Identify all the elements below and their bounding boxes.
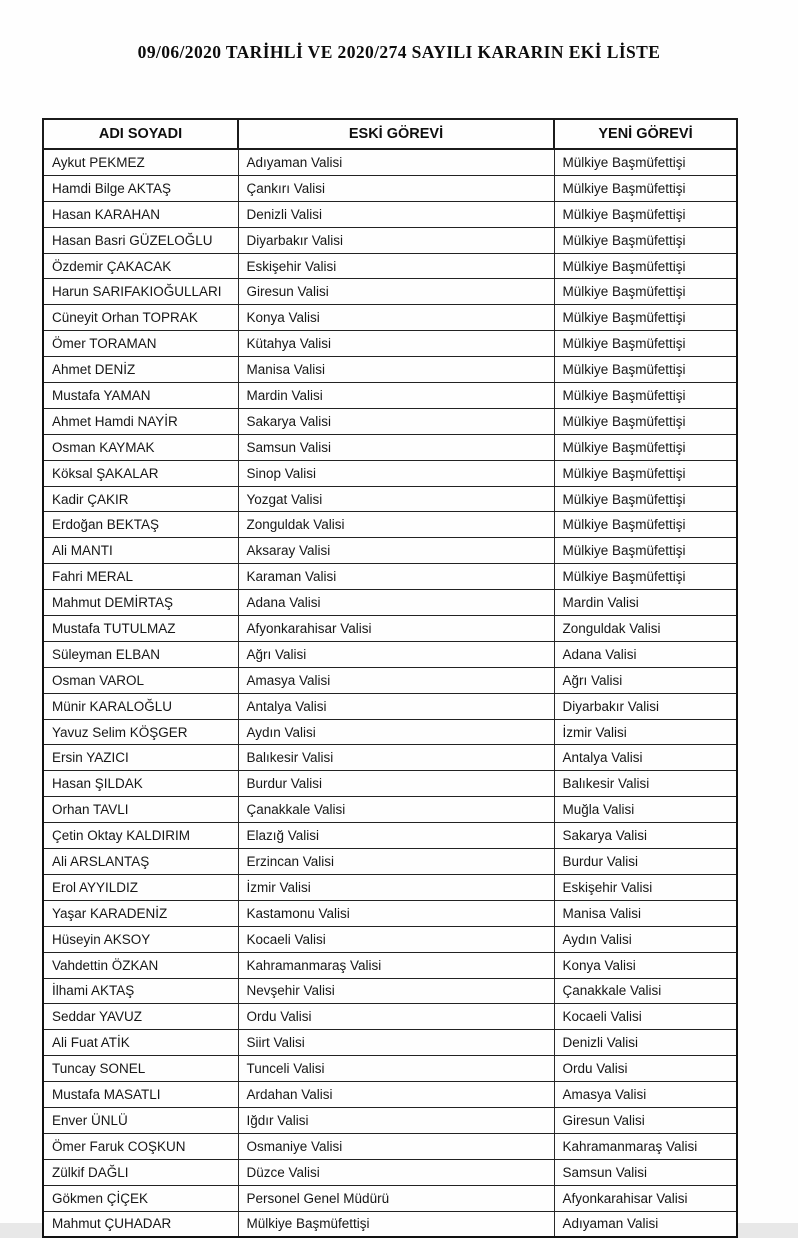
cell-name: Ahmet DENİZ xyxy=(43,357,238,383)
cell-old-position: Nevşehir Valisi xyxy=(238,978,554,1004)
cell-new-position: Antalya Valisi xyxy=(554,745,737,771)
cell-new-position: Mülkiye Başmüfettişi xyxy=(554,175,737,201)
cell-name: Münir KARALOĞLU xyxy=(43,693,238,719)
cell-name: Vahdettin ÖZKAN xyxy=(43,952,238,978)
cell-old-position: Erzincan Valisi xyxy=(238,849,554,875)
table-row xyxy=(43,978,737,1004)
cell-old-position: Ardahan Valisi xyxy=(238,1082,554,1108)
cell-old-position: Konya Valisi xyxy=(238,305,554,331)
cell-old-position: Aydın Valisi xyxy=(238,719,554,745)
table-row xyxy=(43,745,737,771)
table-row xyxy=(43,900,737,926)
table-row xyxy=(43,305,737,331)
cell-old-position: Kahramanmaraş Valisi xyxy=(238,952,554,978)
cell-new-position: Konya Valisi xyxy=(554,952,737,978)
table-header-row xyxy=(43,119,737,149)
cell-new-position: Mardin Valisi xyxy=(554,590,737,616)
cell-new-position: Kahramanmaraş Valisi xyxy=(554,1133,737,1159)
table-row xyxy=(43,719,737,745)
assignment-table xyxy=(42,118,738,1238)
table-row xyxy=(43,797,737,823)
table-row xyxy=(43,383,737,409)
table-row xyxy=(43,1004,737,1030)
cell-old-position: Osmaniye Valisi xyxy=(238,1133,554,1159)
document-title: 09/06/2020 TARİHLİ VE 2020/274 SAYILI KARARIN EKİ LİSTE xyxy=(137,42,661,62)
table-row xyxy=(43,279,737,305)
table-row xyxy=(43,149,737,175)
cell-name: İlhami AKTAŞ xyxy=(43,978,238,1004)
cell-new-position: Zonguldak Valisi xyxy=(554,616,737,642)
cell-new-position: Ordu Valisi xyxy=(554,1056,737,1082)
cell-new-position: Mülkiye Başmüfettişi xyxy=(554,460,737,486)
column-header-cell-new-position: YENİ GÖREVİ xyxy=(554,119,737,149)
table-row xyxy=(43,1056,737,1082)
cell-name: Fahri MERAL xyxy=(43,564,238,590)
cell-new-position: Afyonkarahisar Valisi xyxy=(554,1185,737,1211)
cell-name: Tuncay SONEL xyxy=(43,1056,238,1082)
cell-name: Ömer Faruk COŞKUN xyxy=(43,1133,238,1159)
cell-new-position: Adıyaman Valisi xyxy=(554,1211,737,1237)
cell-old-position: Kocaeli Valisi xyxy=(238,926,554,952)
table-row xyxy=(43,1082,737,1108)
cell-new-position: Çanakkale Valisi xyxy=(554,978,737,1004)
table-row xyxy=(43,1107,737,1133)
table-row xyxy=(43,460,737,486)
table-row xyxy=(43,1133,737,1159)
column-header-cell-name: ADI SOYADI xyxy=(43,119,238,149)
table-row xyxy=(43,952,737,978)
column-header-cell-old-position: ESKİ GÖREVİ xyxy=(238,119,554,149)
cell-name: Gökmen ÇİÇEK xyxy=(43,1185,238,1211)
cell-name: Osman KAYMAK xyxy=(43,434,238,460)
cell-old-position: Aksaray Valisi xyxy=(238,538,554,564)
cell-new-position: Mülkiye Başmüfettişi xyxy=(554,538,737,564)
cell-new-position: Balıkesir Valisi xyxy=(554,771,737,797)
cell-old-position: Sinop Valisi xyxy=(238,460,554,486)
cell-name: Yaşar KARADENİZ xyxy=(43,900,238,926)
table-row xyxy=(43,201,737,227)
cell-new-position: Mülkiye Başmüfettişi xyxy=(554,201,737,227)
table-row xyxy=(43,616,737,642)
cell-old-position: Elazığ Valisi xyxy=(238,823,554,849)
table-row xyxy=(43,227,737,253)
cell-new-position: Manisa Valisi xyxy=(554,900,737,926)
cell-old-position: Burdur Valisi xyxy=(238,771,554,797)
cell-new-position: Mülkiye Başmüfettişi xyxy=(554,149,737,175)
cell-old-position: Düzce Valisi xyxy=(238,1159,554,1185)
cell-old-position: Ordu Valisi xyxy=(238,1004,554,1030)
cell-name: Hamdi Bilge AKTAŞ xyxy=(43,175,238,201)
cell-name: Ali ARSLANTAŞ xyxy=(43,849,238,875)
cell-old-position: Denizli Valisi xyxy=(238,201,554,227)
cell-old-position: Çankırı Valisi xyxy=(238,175,554,201)
table-row xyxy=(43,641,737,667)
table-row xyxy=(43,512,737,538)
table-row xyxy=(43,538,737,564)
cell-name: Seddar YAVUZ xyxy=(43,1004,238,1030)
table-body xyxy=(43,149,737,1237)
cell-new-position: Mülkiye Başmüfettişi xyxy=(554,486,737,512)
cell-old-position: Yozgat Valisi xyxy=(238,486,554,512)
cell-new-position: İzmir Valisi xyxy=(554,719,737,745)
cell-old-position: Kütahya Valisi xyxy=(238,331,554,357)
cell-new-position: Samsun Valisi xyxy=(554,1159,737,1185)
cell-new-position: Eskişehir Valisi xyxy=(554,874,737,900)
table-row xyxy=(43,771,737,797)
cell-old-position: Manisa Valisi xyxy=(238,357,554,383)
cell-name: Zülkif DAĞLI xyxy=(43,1159,238,1185)
cell-new-position: Mülkiye Başmüfettişi xyxy=(554,512,737,538)
cell-name: Ahmet Hamdi NAYİR xyxy=(43,408,238,434)
table-row xyxy=(43,926,737,952)
cell-new-position: Burdur Valisi xyxy=(554,849,737,875)
cell-new-position: Mülkiye Başmüfettişi xyxy=(554,408,737,434)
cell-old-position: Siirt Valisi xyxy=(238,1030,554,1056)
table-row xyxy=(43,1185,737,1211)
cell-new-position: Adana Valisi xyxy=(554,641,737,667)
cell-name: Hasan KARAHAN xyxy=(43,201,238,227)
cell-old-position: Adıyaman Valisi xyxy=(238,149,554,175)
cell-old-position: Giresun Valisi xyxy=(238,279,554,305)
table-row xyxy=(43,1159,737,1185)
cell-name: Osman VAROL xyxy=(43,667,238,693)
table-row xyxy=(43,590,737,616)
cell-name: Ali Fuat ATİK xyxy=(43,1030,238,1056)
cell-name: Süleyman ELBAN xyxy=(43,641,238,667)
cell-new-position: Diyarbakır Valisi xyxy=(554,693,737,719)
table-row xyxy=(43,693,737,719)
cell-name: Hüseyin AKSOY xyxy=(43,926,238,952)
cell-new-position: Mülkiye Başmüfettişi xyxy=(554,227,737,253)
cell-name: Ersin YAZICI xyxy=(43,745,238,771)
cell-old-position: Eskişehir Valisi xyxy=(238,253,554,279)
cell-name: Mustafa YAMAN xyxy=(43,383,238,409)
cell-new-position: Amasya Valisi xyxy=(554,1082,737,1108)
cell-name: Erol AYYILDIZ xyxy=(43,874,238,900)
table-row xyxy=(43,434,737,460)
table-row xyxy=(43,175,737,201)
cell-new-position: Mülkiye Başmüfettişi xyxy=(554,383,737,409)
cell-old-position: Mülkiye Başmüfettişi xyxy=(238,1211,554,1237)
cell-new-position: Mülkiye Başmüfettişi xyxy=(554,331,737,357)
cell-name: Mustafa TUTULMAZ xyxy=(43,616,238,642)
cell-new-position: Mülkiye Başmüfettişi xyxy=(554,305,737,331)
cell-name: Ali MANTI xyxy=(43,538,238,564)
cell-name: Aykut PEKMEZ xyxy=(43,149,238,175)
cell-old-position: Ağrı Valisi xyxy=(238,641,554,667)
cell-new-position: Kocaeli Valisi xyxy=(554,1004,737,1030)
table-row xyxy=(43,253,737,279)
cell-old-position: Balıkesir Valisi xyxy=(238,745,554,771)
cell-name: Ömer TORAMAN xyxy=(43,331,238,357)
cell-name: Yavuz Selim KÖŞGER xyxy=(43,719,238,745)
cell-old-position: Amasya Valisi xyxy=(238,667,554,693)
cell-name: Cüneyit Orhan TOPRAK xyxy=(43,305,238,331)
cell-new-position: Muğla Valisi xyxy=(554,797,737,823)
cell-old-position: Tunceli Valisi xyxy=(238,1056,554,1082)
cell-name: Mahmut ÇUHADAR xyxy=(43,1211,238,1237)
cell-old-position: Zonguldak Valisi xyxy=(238,512,554,538)
cell-name: Mustafa MASATLI xyxy=(43,1082,238,1108)
table-row xyxy=(43,1030,737,1056)
cell-old-position: Karaman Valisi xyxy=(238,564,554,590)
table-row xyxy=(43,1211,737,1237)
cell-new-position: Giresun Valisi xyxy=(554,1107,737,1133)
cell-name: Hasan Basri GÜZELOĞLU xyxy=(43,227,238,253)
cell-old-position: Iğdır Valisi xyxy=(238,1107,554,1133)
cell-new-position: Ağrı Valisi xyxy=(554,667,737,693)
cell-old-position: Afyonkarahisar Valisi xyxy=(238,616,554,642)
cell-name: Orhan TAVLI xyxy=(43,797,238,823)
cell-old-position: Samsun Valisi xyxy=(238,434,554,460)
cell-new-position: Mülkiye Başmüfettişi xyxy=(554,564,737,590)
cell-old-position: Çanakkale Valisi xyxy=(238,797,554,823)
table-row xyxy=(43,357,737,383)
cell-new-position: Aydın Valisi xyxy=(554,926,737,952)
cell-new-position: Mülkiye Başmüfettişi xyxy=(554,357,737,383)
table-row xyxy=(43,667,737,693)
cell-name: Erdoğan BEKTAŞ xyxy=(43,512,238,538)
cell-name: Mahmut DEMİRTAŞ xyxy=(43,590,238,616)
cell-name: Çetin Oktay KALDIRIM xyxy=(43,823,238,849)
table-row xyxy=(43,408,737,434)
table-row xyxy=(43,564,737,590)
cell-name: Enver ÜNLÜ xyxy=(43,1107,238,1133)
cell-old-position: Kastamonu Valisi xyxy=(238,900,554,926)
cell-old-position: Adana Valisi xyxy=(238,590,554,616)
table-row xyxy=(43,849,737,875)
cell-old-position: Personel Genel Müdürü xyxy=(238,1185,554,1211)
table-row xyxy=(43,823,737,849)
cell-new-position: Denizli Valisi xyxy=(554,1030,737,1056)
table-row xyxy=(43,486,737,512)
cell-old-position: Sakarya Valisi xyxy=(238,408,554,434)
table-row xyxy=(43,874,737,900)
cell-new-position: Mülkiye Başmüfettişi xyxy=(554,253,737,279)
cell-name: Kadir ÇAKIR xyxy=(43,486,238,512)
cell-old-position: Diyarbakır Valisi xyxy=(238,227,554,253)
cell-old-position: İzmir Valisi xyxy=(238,874,554,900)
cell-new-position: Sakarya Valisi xyxy=(554,823,737,849)
cell-name: Köksal ŞAKALAR xyxy=(43,460,238,486)
cell-name: Harun SARIFAKIOĞULLARI xyxy=(43,279,238,305)
cell-old-position: Mardin Valisi xyxy=(238,383,554,409)
cell-new-position: Mülkiye Başmüfettişi xyxy=(554,434,737,460)
cell-old-position: Antalya Valisi xyxy=(238,693,554,719)
cell-name: Hasan ŞILDAK xyxy=(43,771,238,797)
cell-name: Özdemir ÇAKACAK xyxy=(43,253,238,279)
table-row xyxy=(43,331,737,357)
cell-new-position: Mülkiye Başmüfettişi xyxy=(554,279,737,305)
